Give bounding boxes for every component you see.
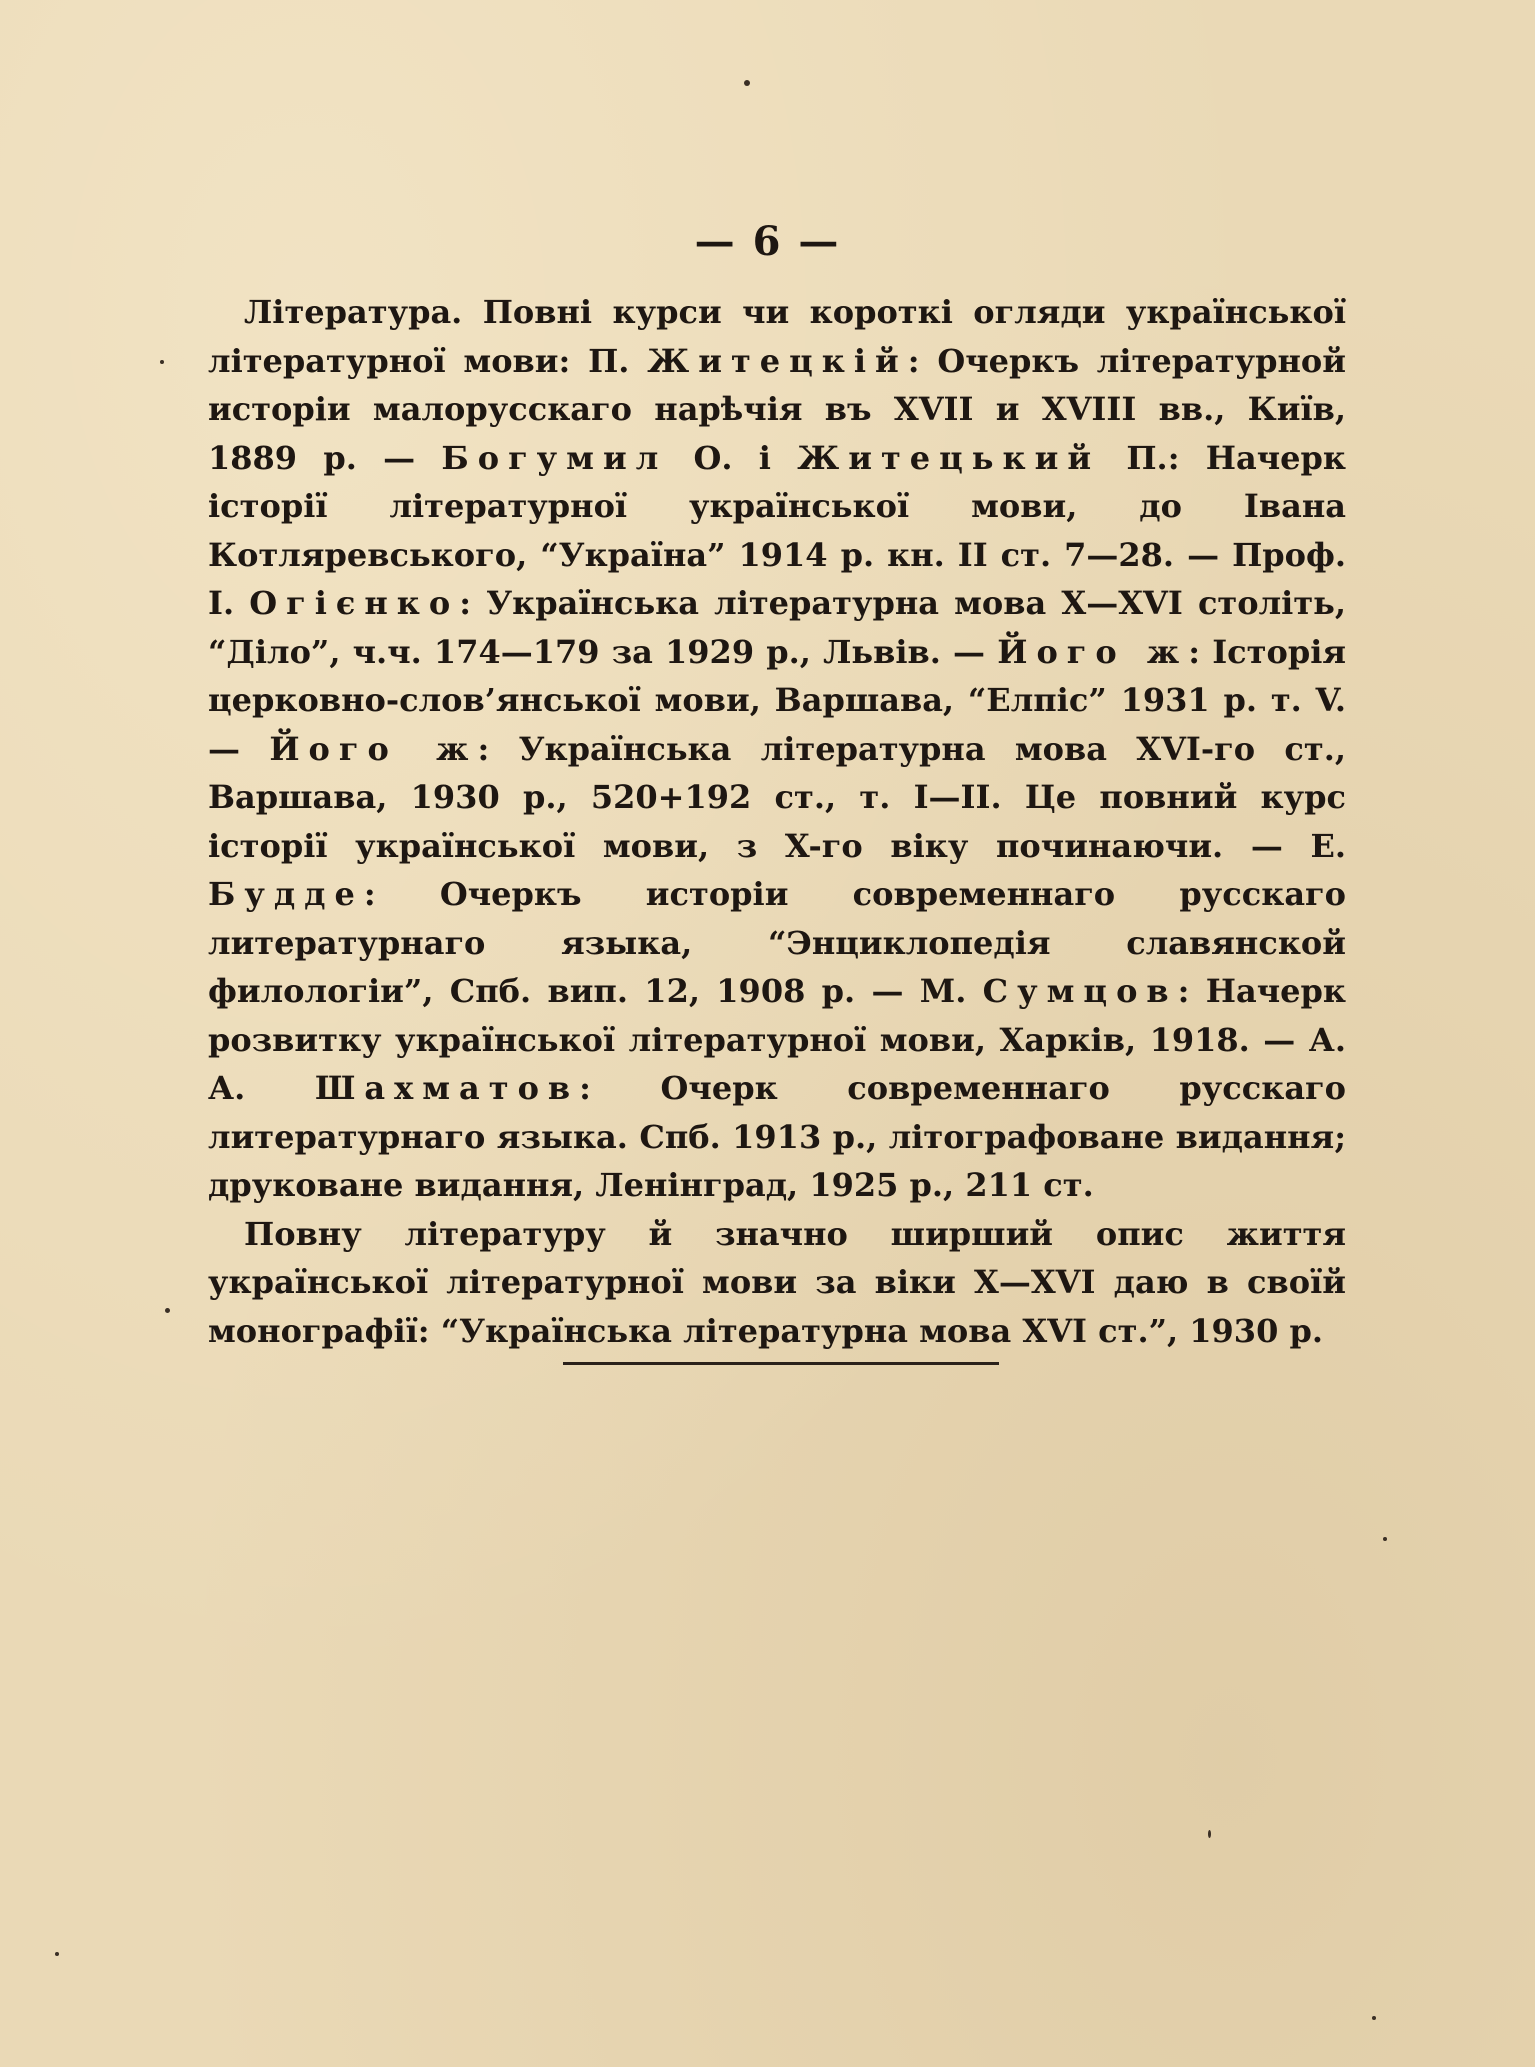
author-name: Огієнко xyxy=(249,584,460,622)
author-name: Богумил xyxy=(441,438,668,477)
main-text xyxy=(208,288,1346,1355)
text-segment: : Українська літературна мова XVI-го ст., Варшава, 1930 р., 520+192 ст., т. I—II. Це повний курс історії української мови, з X-го віку починаючи. — Е. xyxy=(208,729,1347,865)
literature-paragraph xyxy=(208,288,1346,1210)
paper-speck xyxy=(55,1952,59,1956)
text-segment: П.: Начерк історії літературної української мови, до Івана Котляревського, “Україна” 1914 р. кн. II ст. 7—28. — Проф. І. xyxy=(208,438,1346,622)
author-name: Житецкій xyxy=(647,341,908,380)
author-name: Сумцов xyxy=(982,972,1178,1010)
author-name: Шахматов xyxy=(314,1069,580,1107)
author-name: Його ж xyxy=(269,729,478,768)
paper-speck xyxy=(1383,1537,1387,1541)
section-heading: Література. xyxy=(244,293,463,331)
paper-speck xyxy=(1372,2016,1376,2020)
author-name: Житецький xyxy=(797,438,1101,477)
text-segment: : Очеркъ літературной истоpiи малорусскаго нарѣчія въ XVII и XVIII вв., Київ, 1889 р. — xyxy=(208,341,1347,477)
paper-speck xyxy=(165,1308,170,1313)
text-segment: О. і xyxy=(667,438,798,477)
text-segment: : Українська літературна мова X—XVI століть, “Діло”, ч.ч. 174—179 за 1929 р., Львів. — xyxy=(208,584,1347,671)
author-name: Його ж xyxy=(997,632,1189,671)
page-number: — 6 — xyxy=(694,218,841,265)
text-segment: Повні курси чи короткі огляди української літературної мови: П. xyxy=(208,293,1346,380)
paper-speck xyxy=(1208,1830,1211,1838)
monograph-paragraph: Повну літературу й значно ширший опис життя української літературної мови за віки X—XVI даю в своїй монографії: “Українська літературна мова XVI ст.”, 1930 р. xyxy=(208,1214,1346,1350)
author-name: Будде xyxy=(208,875,364,913)
text-segment: : Історія церковно-слов’янської мови, Варшава, “Елпіс” 1931 р. т. V. — xyxy=(208,632,1347,768)
text-segment: : Очерк современнаго русскаго литературнаго языка. Спб. 1913 р., літографоване видання; друковане видання, Ленінград, 1925 р., 211 ст. xyxy=(208,1069,1347,1204)
text-segment: : Очеркъ исторіи современнаго русскаго литературнаго языка, “Энциклопедія славянской филологіи”, Спб. вип. 12, 1908 р. — М. xyxy=(208,875,1346,1010)
closing-rule xyxy=(563,1362,999,1365)
paper-speck xyxy=(744,80,750,86)
paper-speck xyxy=(160,360,164,364)
text-segment: : Начерк розвитку української літературної мови, Харків, 1918. — А. А. xyxy=(208,972,1346,1107)
